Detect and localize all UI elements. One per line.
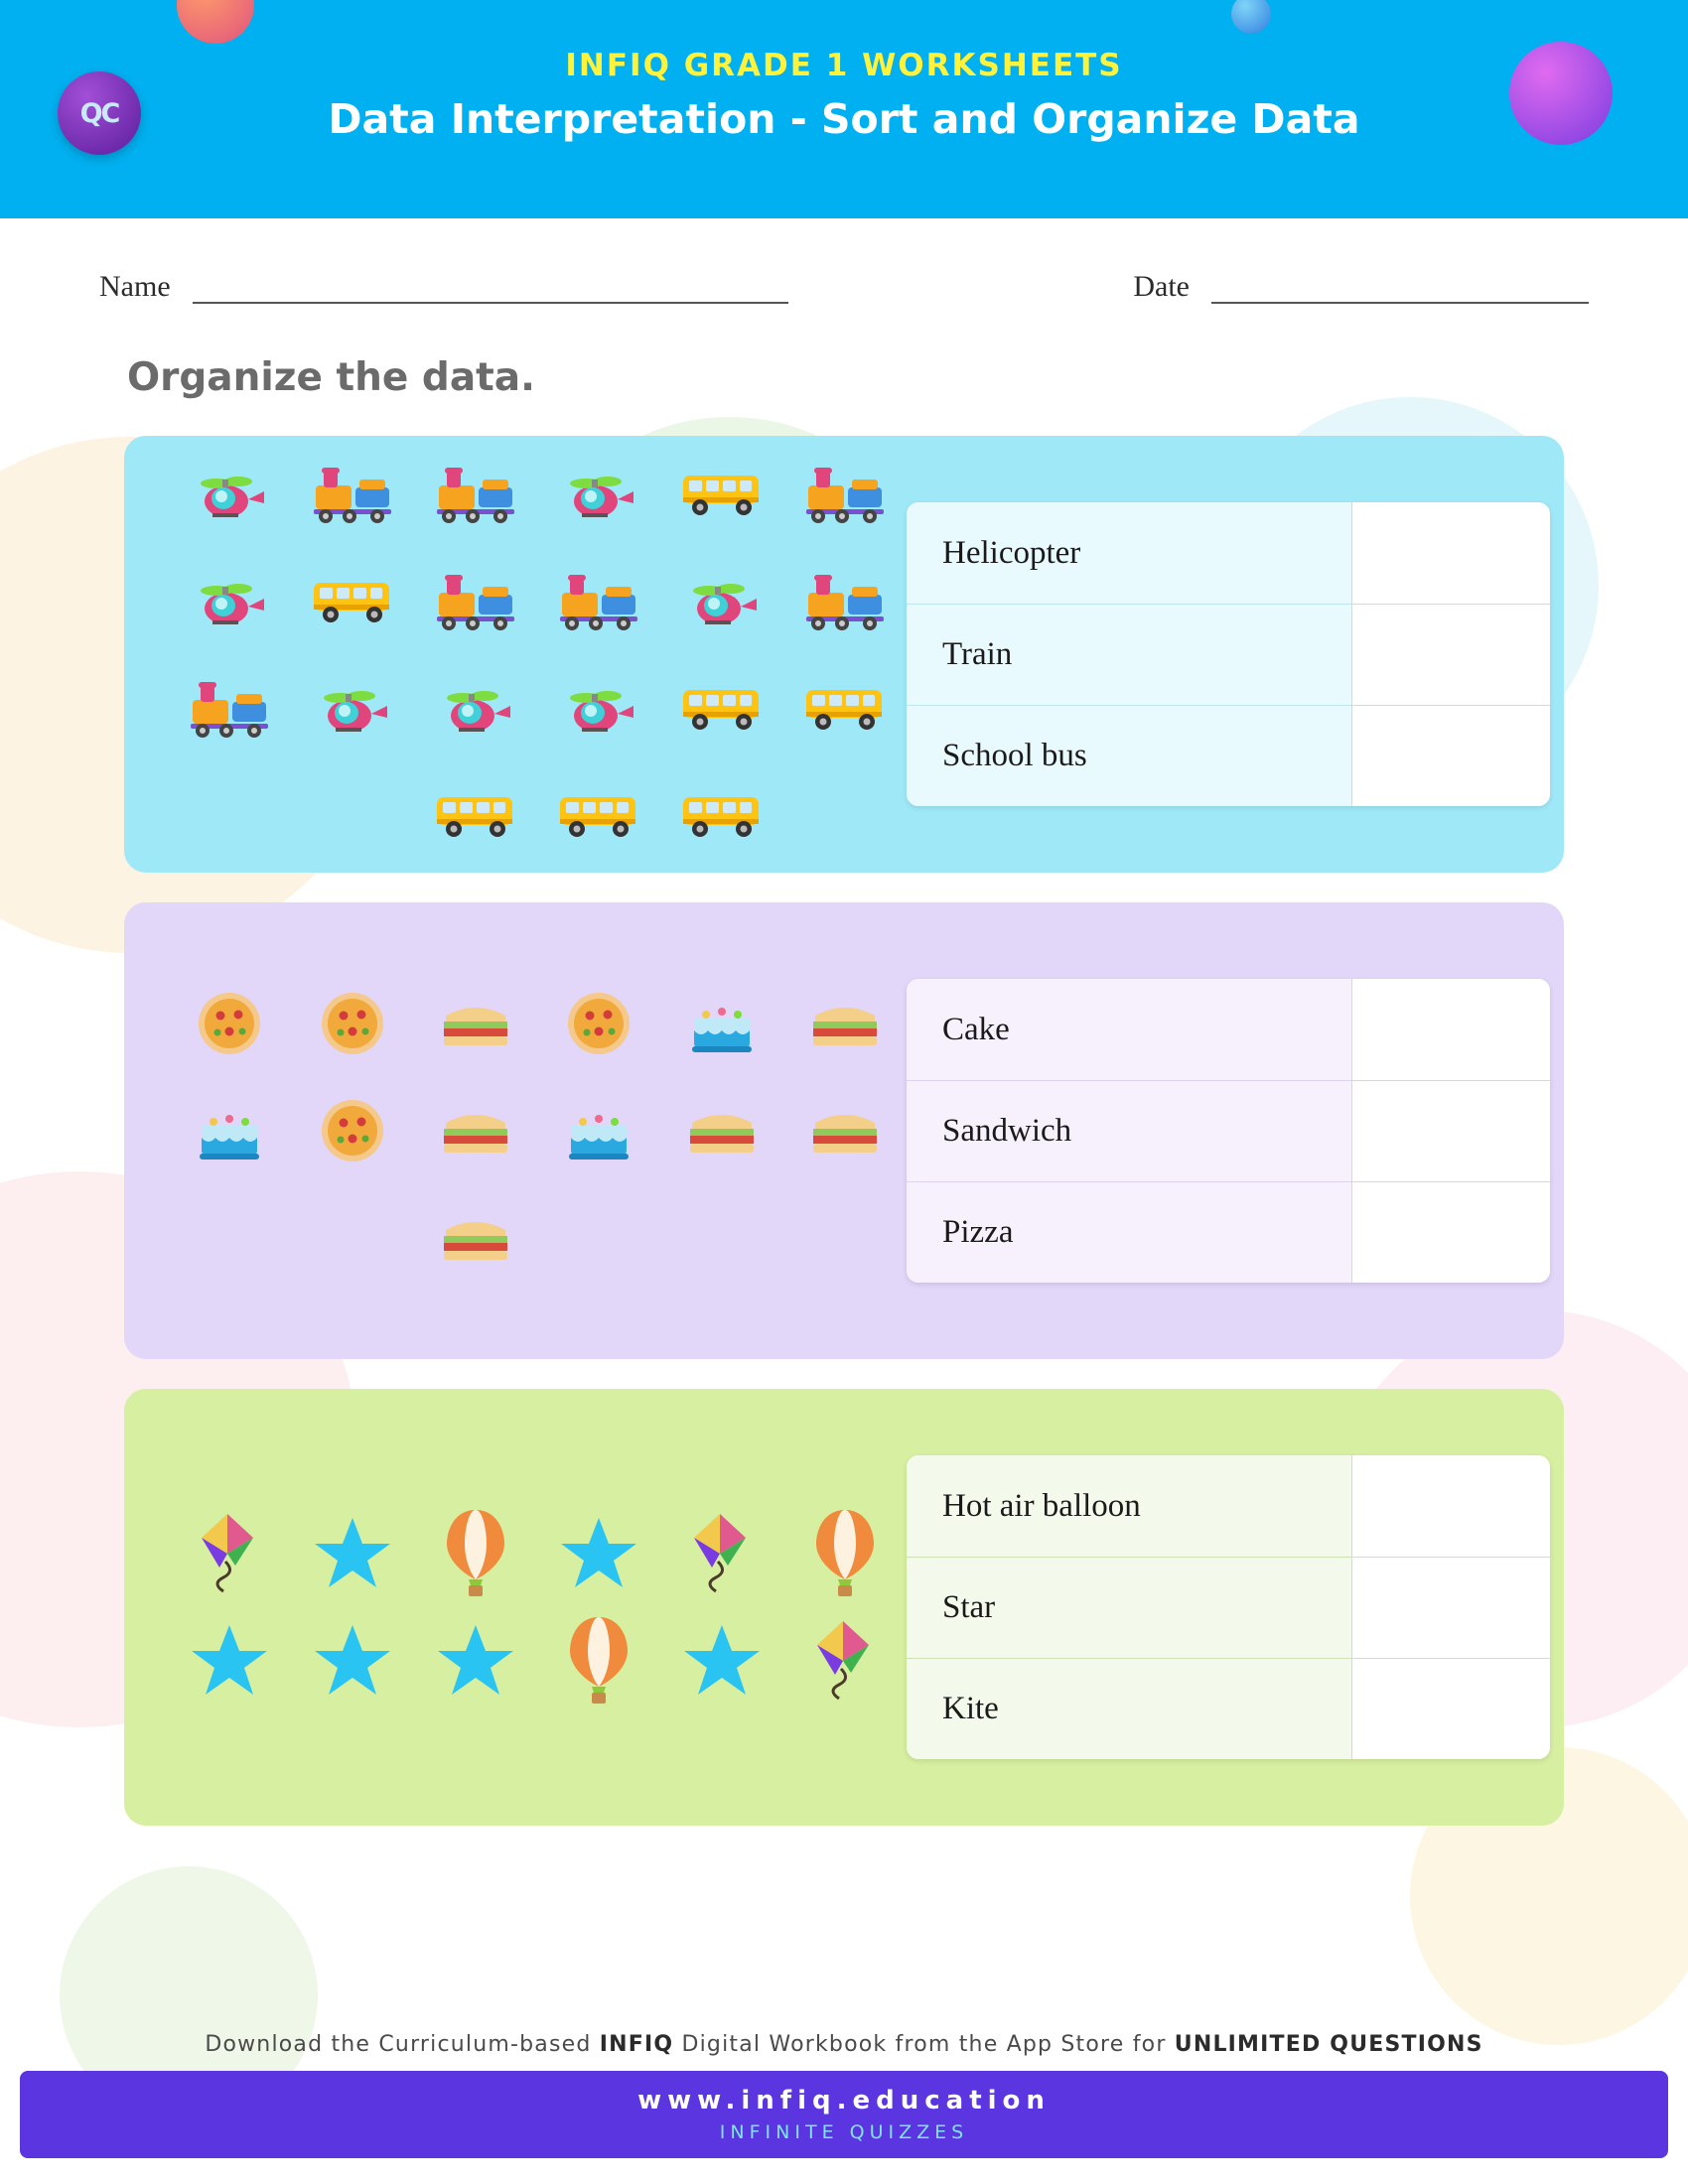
- answer-box[interactable]: [1351, 1557, 1550, 1658]
- footer-bar: [20, 2071, 1668, 2158]
- row-label: Sandwich: [907, 1080, 1351, 1181]
- helicopter-icon: [291, 654, 414, 761]
- answer-table-vehicles: [907, 502, 1550, 806]
- school-bus-icon: [660, 654, 783, 761]
- star-icon: [291, 1500, 414, 1607]
- name-label: Name: [99, 270, 171, 303]
- table-row: [907, 1080, 1550, 1181]
- footer-promo-middle: Digital Workbook from the App Store for: [673, 2032, 1175, 2057]
- table-row: [907, 1181, 1550, 1283]
- worksheet-eyebrow: INFIQ GRADE 1 WORKSHEETS: [565, 48, 1123, 83]
- kite-icon: [660, 1500, 783, 1607]
- answer-box[interactable]: [1351, 979, 1550, 1080]
- train-icon: [168, 654, 291, 761]
- footer-promo-prefix: Download the Curriculum-based: [205, 2032, 600, 2057]
- star-icon: [660, 1607, 783, 1714]
- table-row: [907, 1455, 1550, 1557]
- sandwich-icon: [660, 1077, 783, 1184]
- icon-grid-vehicles: [154, 440, 907, 869]
- hot-air-balloon-icon: [414, 1500, 537, 1607]
- name-input[interactable]: [193, 276, 788, 304]
- hot-air-balloon-icon: [783, 1500, 907, 1607]
- footer-tagline: INFINITE QUIZZES: [719, 2121, 969, 2143]
- footer-url[interactable]: www.infiq.education: [637, 2086, 1051, 2116]
- helicopter-icon: [537, 440, 660, 547]
- row-label: School bus: [907, 705, 1351, 806]
- icon-row: [168, 970, 907, 1077]
- icon-row: [168, 1607, 907, 1714]
- pizza-icon: [537, 970, 660, 1077]
- train-icon: [291, 440, 414, 547]
- helicopter-icon: [537, 654, 660, 761]
- table-row: [907, 979, 1550, 1080]
- kite-icon: [783, 1607, 907, 1714]
- pizza-icon: [291, 970, 414, 1077]
- sandwich-icon: [414, 1184, 537, 1292]
- train-icon: [783, 440, 907, 547]
- train-icon: [414, 440, 537, 547]
- school-bus-icon: [660, 440, 783, 547]
- star-icon: [168, 1607, 291, 1714]
- cake-icon: [660, 970, 783, 1077]
- helicopter-icon: [414, 654, 537, 761]
- icon-row: [168, 547, 907, 654]
- table-row: [907, 1557, 1550, 1658]
- row-label: Train: [907, 604, 1351, 705]
- row-label: Helicopter: [907, 502, 1351, 604]
- decorative-sphere-purple: [1509, 42, 1613, 145]
- answer-box[interactable]: [1351, 1080, 1550, 1181]
- answer-box[interactable]: [1351, 1658, 1550, 1759]
- school-bus-icon: [660, 761, 783, 869]
- table-row: [907, 705, 1550, 806]
- icon-row: [168, 1500, 907, 1607]
- pizza-icon: [168, 970, 291, 1077]
- footer-promo: [0, 2032, 1688, 2057]
- sandwich-icon: [414, 970, 537, 1077]
- answer-table-sky: [907, 1455, 1550, 1759]
- sandwich-icon: [414, 1077, 537, 1184]
- row-label: Pizza: [907, 1181, 1351, 1283]
- answer-box[interactable]: [1351, 604, 1550, 705]
- train-icon: [537, 547, 660, 654]
- answer-box[interactable]: [1351, 1455, 1550, 1557]
- icon-row: [168, 1077, 907, 1184]
- student-info: [0, 270, 1688, 304]
- table-row: [907, 502, 1550, 604]
- helicopter-icon: [168, 440, 291, 547]
- icon-grid-sky: [154, 1500, 907, 1714]
- page-title: Data Interpretation - Sort and Organize Data: [328, 95, 1360, 143]
- row-label: Kite: [907, 1658, 1351, 1759]
- problem-food: [124, 902, 1564, 1359]
- problem-list: [0, 436, 1688, 1826]
- school-bus-icon: [537, 761, 660, 869]
- date-input[interactable]: [1211, 276, 1589, 304]
- hot-air-balloon-icon: [537, 1607, 660, 1714]
- star-icon: [537, 1500, 660, 1607]
- icon-row: [168, 1184, 907, 1292]
- school-bus-icon: [414, 761, 537, 869]
- icon-row: [168, 440, 907, 547]
- icon-row: [168, 761, 907, 869]
- pizza-icon: [291, 1077, 414, 1184]
- helicopter-icon: [168, 547, 291, 654]
- icon-grid-food: [154, 970, 907, 1292]
- page-header: [0, 0, 1688, 218]
- cake-icon: [168, 1077, 291, 1184]
- footer-promo-suffix: UNLIMITED QUESTIONS: [1174, 2032, 1483, 2057]
- row-label: Hot air balloon: [907, 1455, 1351, 1557]
- train-icon: [783, 547, 907, 654]
- school-bus-icon: [783, 654, 907, 761]
- problem-vehicles: [124, 436, 1564, 873]
- sandwich-icon: [783, 970, 907, 1077]
- answer-box[interactable]: [1351, 502, 1550, 604]
- kite-icon: [168, 1500, 291, 1607]
- star-icon: [291, 1607, 414, 1714]
- icon-row: [168, 654, 907, 761]
- date-label: Date: [1133, 270, 1190, 303]
- answer-box[interactable]: [1351, 1181, 1550, 1283]
- star-icon: [414, 1607, 537, 1714]
- row-label: Cake: [907, 979, 1351, 1080]
- school-bus-icon: [291, 547, 414, 654]
- answer-table-food: [907, 979, 1550, 1283]
- table-row: [907, 1658, 1550, 1759]
- instruction-text: Organize the data.: [127, 355, 535, 400]
- train-icon: [414, 547, 537, 654]
- problem-sky: [124, 1389, 1564, 1826]
- footer-promo-brand: INFIQ: [599, 2032, 674, 2057]
- answer-box[interactable]: [1351, 705, 1550, 806]
- sandwich-icon: [783, 1077, 907, 1184]
- brand-logo: QC: [58, 71, 141, 155]
- row-label: Star: [907, 1557, 1351, 1658]
- cake-icon: [537, 1077, 660, 1184]
- table-row: [907, 604, 1550, 705]
- helicopter-icon: [660, 547, 783, 654]
